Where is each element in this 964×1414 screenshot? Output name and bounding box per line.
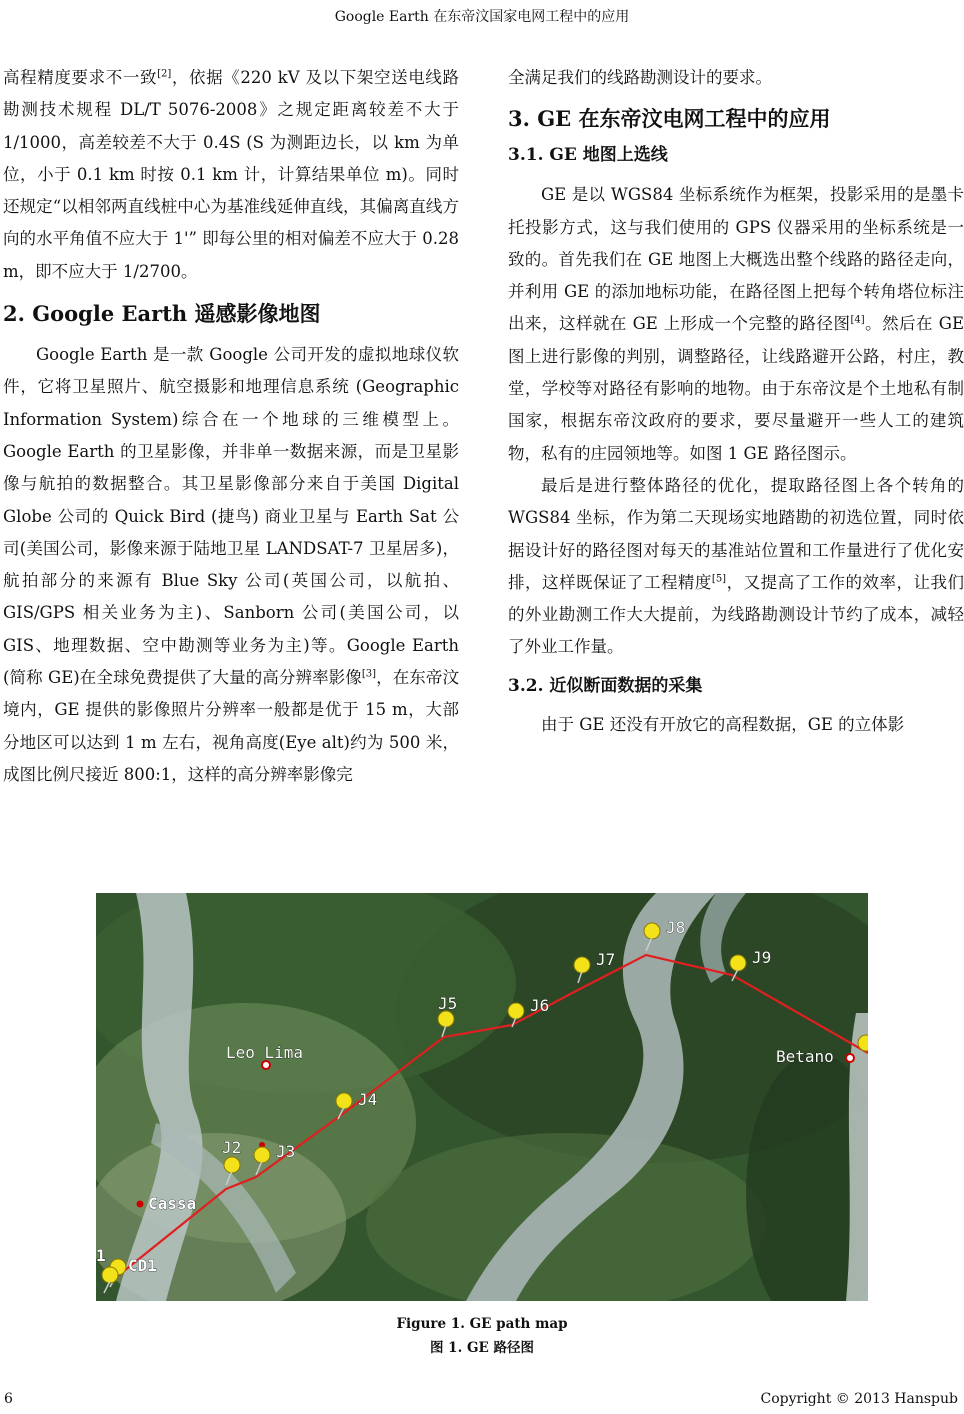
page-number: 6 — [4, 1391, 13, 1407]
label-j6: J6 — [530, 996, 550, 1015]
section-heading-3: 3. GE 在东帝汶电网工程中的应用 — [508, 106, 831, 132]
label-betano: Betano — [776, 1047, 834, 1066]
paragraph-google-earth: Google Earth 是一款 Google 公司开发的虚拟地球仪软件，它将卫星照片、航空摄影和地理信息系统 (Geographic Information System)综合在一个地球的三维模型上。Google Earth 的卫星影像，并非单一数据来源，而是卫星影像与航拍的数据整合。其卫星影像部分来自于美国 Digital Globe 公司的 Quick Bird (捷鸟) 商业卫星与 Earth Sat 公司(美国公司，影像来源于陆地卫星 LANDSAT-7 卫星居多)，航拍部分的来源有 Blue Sky 公司(英国公司，以航拍、GIS/GPS 相关业务为主)、Sanborn 公司(美国公司，以 GIS、地理数据、空中勘测等业务为主)等。Google Earth (简称 GE)在全球免费提供了大量的高分辨率影像[3]，在东帝汶境内，GE 提供的影像照片分辨率一般都是优于 15 m，大部分地区可以达到 1 m 左右，视角高度(Eye alt)约为 500 米，成图比例尺接近 800:1，这样的高分辨率影像完 — [3, 345, 459, 784]
place-marker-betano — [846, 1054, 854, 1062]
figure-ge-path-map — [96, 893, 868, 1301]
citation-5[interactable]: [5] — [711, 573, 727, 585]
place-marker-cassa — [137, 1201, 144, 1208]
copyright: Copyright © 2013 Hanspub — [760, 1391, 958, 1407]
paragraph-optimization: 最后是进行整体路径的优化，提取路径图上各个转角的 WGS84 坐标，作为第二天现场实地踏勘的初选位置，同时依据设计好的路径图对每天的基准站位置和工作量进行了优化安排，这样既保证了工程精度[5]，又提高了工作的效率，让我们的外业勘测工作大大提前，为线路勘测设计节约了成本，减轻了外业工作量。 — [508, 475, 964, 657]
satellite-map — [96, 893, 868, 1301]
label-j8: J8 — [666, 918, 686, 937]
label-cassa: Cassa — [148, 1194, 197, 1213]
label-j7: J7 — [596, 950, 616, 969]
paragraph-precision: 高程精度要求不一致[2]，依据《220 kV 及以下架空送电线路勘测技术规程 DL/T 5076-2008》之规定距离较差不大于 1/1000，高差较差不大于 0.4S (S 为测距边长，以 km 为单位，小于 0.1 km 时按 0.1 km 计，计算结果单位 m)。同时还规定“以相邻两直线桩中心为基准线延伸直线，其偏离直线方向的水平角值不应大于 1'” 即每公里的相对偏差不应大于 0.28 m，即不应大于 1/2700。 — [3, 68, 460, 281]
paragraph-profile-data: 由于 GE 还没有开放它的高程数据，GE 的立体影 — [541, 714, 905, 734]
left-column — [3, 62, 459, 791]
running-header: Google Earth 在东帝汶国家电网工程中的应用 — [334, 9, 630, 25]
label-j3: J3 — [276, 1142, 296, 1161]
label-j9: J9 — [752, 948, 772, 967]
subsection-heading-3-1: 3.1. GE 地图上选线 — [508, 145, 668, 166]
place-marker-leo-lima — [262, 1061, 270, 1069]
figure-caption-chinese: 图 1. GE 路径图 — [429, 1340, 534, 1356]
label-1: 1 — [96, 1246, 106, 1265]
label-j2: J2 — [222, 1138, 242, 1157]
figure-caption-english: Figure 1. GE path map — [396, 1316, 568, 1332]
label-cd1: CD1 — [128, 1256, 157, 1275]
paragraph-continuation: 全满足我们的线路勘测设计的要求。 — [508, 68, 772, 87]
paragraph-route-selection: GE 是以 WGS84 坐标系统作为框架，投影采用的是墨卡托投影方式，这与我们使用的 GPS 仪器采用的坐标系统是一致的。首先我们在 GE 地图上大概选出整个线路的路径走向，并利用 GE 的添加地标功能，在路径图上把每个转角塔位标注出来，这样就在 GE 上形成一个完整的路径图[4]。然后在 GE 图上进行影像的判别，调整路径，让线路避开公路，村庄，教堂，学校等对路径有影响的地物。由于东帝汶是个土地私有制国家，根据东帝汶政府的要求，要尽量避开一些人工的建筑物，私有的庄园领地等。如图 1 GE 路径图示。 — [508, 185, 964, 463]
label-j5: J5 — [438, 994, 458, 1013]
citation-2[interactable]: [2] — [157, 68, 172, 80]
citation-3[interactable]: [3] — [361, 668, 377, 680]
section-heading-2: 2. Google Earth 遥感影像地图 — [3, 301, 321, 327]
label-j4: J4 — [358, 1090, 378, 1109]
citation-4[interactable]: [4] — [850, 314, 865, 326]
subsection-heading-3-2: 3.2. 近似断面数据的采集 — [508, 675, 703, 696]
right-column — [508, 62, 964, 741]
label-leo-lima: Leo Lima — [226, 1043, 304, 1062]
